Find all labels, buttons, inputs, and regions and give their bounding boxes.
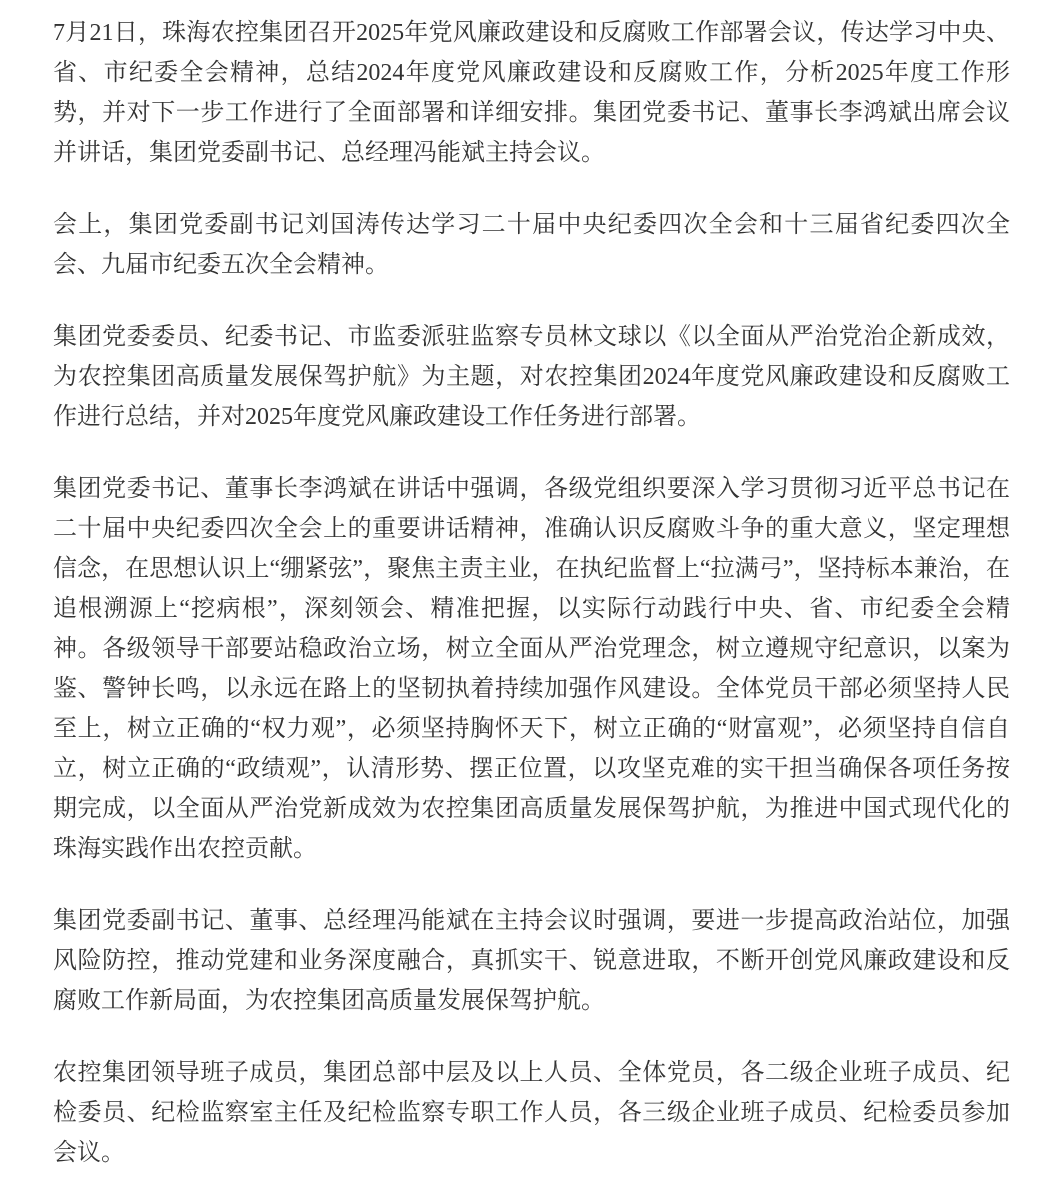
- paragraph-attendees: 农控集团领导班子成员，集团总部中层及以上人员、全体党员，各二级企业班子成员、纪检委员、纪检监察室主任及纪检监察专职工作人员，各三级企业班子成员、纪检委员参加会议。: [53, 1060, 1010, 1166]
- paragraph-general-manager-remarks: 集团党委副书记、董事、总经理冯能斌在主持会议时强调，要进一步提高政治站位，加强风险防控，推动党建和业务深度融合，真抓实干、锐意进取，不断开创党风廉政建设和反腐败工作新局面，为农控集团高质量发展保驾护航。: [53, 908, 1010, 1014]
- paragraph-chairman-speech: 集团党委书记、董事长李鸿斌在讲话中强调，各级党组织要深入学习贯彻习近平总书记在二十届中央纪委四次全会上的重要讲话精神，准确认识反腐败斗争的重大意义，坚定理想信念，在思想认识上“绷紧弦”，聚焦主责主业，在执纪监督上“拉满弓”，坚持标本兼治，在追根溯源上“挖病根”，深刻领会、精准把握，以实际行动践行中央、省、市纪委全会精神。各级领导干部要站稳政治立场，树立全面从严治党理念，树立遵规守纪意识，以案为鉴、警钟长鸣，以永远在路上的坚韧执着持续加强作风建设。全体党员干部必须坚持人民至上，树立正确的“权力观”，必须坚持胸怀天下，树立正确的“财富观”，必须坚持自信自立，树立正确的“政绩观”，认清形势、摆正位置，以攻坚克难的实干担当确保各项任务按期完成，以全面从严治党新成效为农控集团高质量发展保驾护航，为推进中国式现代化的珠海实践作出农控贡献。: [53, 476, 1010, 862]
- paragraph-meeting-overview: 7月21日，珠海农控集团召开2025年党风廉政建设和反腐败工作部署会议，传达学习中央、省、市纪委全会精神，总结2024年度党风廉政建设和反腐败工作，分析2025年度工作形势，并对下一步工作进行了全面部署和详细安排。集团党委书记、董事长李鸿斌出席会议并讲话，集团党委副书记、总经理冯能斌主持会议。: [53, 20, 1010, 166]
- paragraph-discipline-report: 集团党委委员、纪委书记、市监委派驻监察专员林文球以《以全面从严治党治企新成效，为农控集团高质量发展保驾护航》为主题，对农控集团2024年度党风廉政建设和反腐败工作进行总结，并对2025年度党风廉政建设工作任务进行部署。: [53, 324, 1010, 430]
- paragraph-plenary-spirit: 会上，集团党委副书记刘国涛传达学习二十届中央纪委四次全会和十三届省纪委四次全会、九届市纪委五次全会精神。: [53, 212, 1010, 278]
